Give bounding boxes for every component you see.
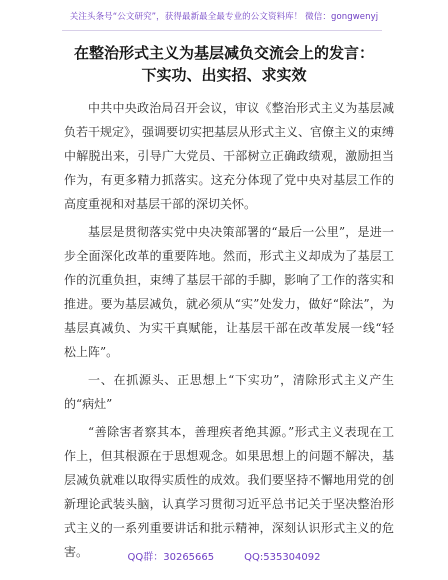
banner-divider bbox=[62, 30, 382, 31]
footer-contact bbox=[0, 548, 448, 563]
section-heading: 一、在抓源头、正思想上“下实功”，清除形式主义产生的“病灶” bbox=[64, 373, 394, 411]
document-body bbox=[64, 96, 394, 568]
footer-qq: QQ:535304092 bbox=[244, 552, 321, 563]
title-line-2: 下实功、出实招、求实效 bbox=[141, 66, 307, 84]
paragraph: 基层是贯彻落实党中央决策部署的“最后一公里”，是进一步全面深化改革的重要阵地。然而，形式主义却成为了基层工作的沉重负担，束缚了基层干部的手脚，影响了工作的落实和推进。要为基层减负，就必须从“实”处发力，做好“除法”，为基层真减负、为实干真赋能，让基层干部在改革发展一线“轻松上阵”。 bbox=[64, 225, 394, 359]
title-line-1: 在整治形式主义为基层减负交流会上的发言： bbox=[73, 44, 374, 62]
paragraph: “善除害者察其本，善理疾者绝其源。”形式主义表现在工作上，但其根源在于思想观念。如果思想上的问题不解决，基层减负就难以取得实质性的成效。我们要坚持不懈地用党的创新理论武装头脑，认真学习贯彻习近平总书记关于坚决整治形式主义的一系列重要讲话和批示精神，深刻认识形式主义的危害。 bbox=[64, 425, 394, 559]
paragraph: 中共中央政治局召开会议，审议《整治形式主义为基层减负若干规定》，强调要切实把基层从形式主义、官僚主义的束缚中解脱出来，引导广大党员、干部树立正确政绩观，激励担当作为，有更多精力抓落实。这充分体现了党中央对基层工作的高度重视和对基层干部的深切关怀。 bbox=[64, 101, 395, 211]
footer-qq-group: QQ群：30265665 bbox=[127, 552, 215, 563]
document-title bbox=[20, 42, 428, 86]
header-banner: 关注头条号“公文研究”，获得最新最全最专业的公文资料库！ 微信：gongwenyj bbox=[69, 12, 379, 22]
